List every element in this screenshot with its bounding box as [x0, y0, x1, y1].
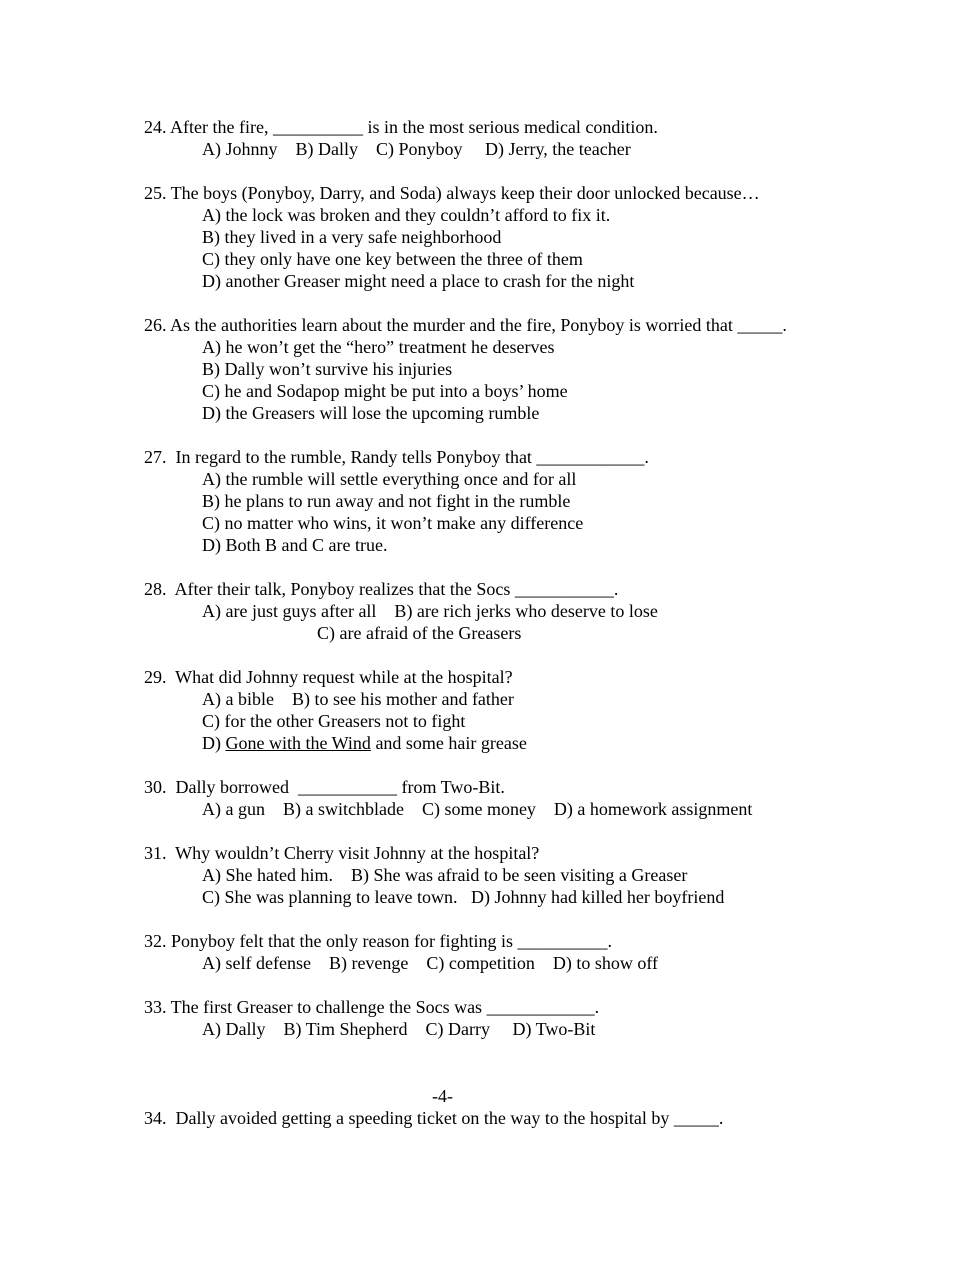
option-d-suffix: and some hair grease	[370, 733, 527, 753]
question-27-option-d: D) Both B and C are true.	[202, 535, 388, 555]
question-31: 31. Why wouldn’t Cherry visit Johnny at the hospital?	[144, 843, 540, 863]
question-27-option-b: B) he plans to run away and not fight in the rumble	[202, 491, 571, 511]
question-26-option-b: B) Dally won’t survive his injuries	[202, 359, 453, 379]
question-26-option-a: A) he won’t get the “hero” treatment he deserves	[202, 337, 555, 357]
question-25-option-b: B) they lived in a very safe neighborhood	[202, 227, 502, 247]
question-27-option-c: C) no matter who wins, it won’t make any difference	[202, 513, 584, 533]
question-26-option-d: D) the Greasers will lose the upcoming rumble	[202, 403, 540, 423]
option-d-prefix: D)	[202, 733, 226, 753]
book-title: Gone with the Wind	[225, 733, 371, 753]
question-33-options: A) Dally B) Tim Shepherd C) Darry D) Two-Bit	[202, 1019, 596, 1039]
question-28-options-ab: A) are just guys after all B) are rich jerks who deserve to lose	[202, 601, 658, 621]
question-34: 34. Dally avoided getting a speeding ticket on the way to the hospital by _____.	[144, 1108, 724, 1128]
question-26: 26. As the authorities learn about the murder and the fire, Ponyboy is worried that _____.	[144, 315, 787, 335]
question-25: 25. The boys (Ponyboy, Darry, and Soda) always keep their door unlocked because…	[144, 183, 760, 203]
question-29: 29. What did Johnny request while at the hospital?	[144, 667, 513, 687]
question-30-options: A) a gun B) a switchblade C) some money D) a homework assignment	[202, 799, 753, 819]
question-31-options-ab: A) She hated him. B) She was afraid to be seen visiting a Greaser	[202, 865, 688, 885]
question-32: 32. Ponyboy felt that the only reason for fighting is __________.	[144, 931, 612, 951]
question-27: 27. In regard to the rumble, Randy tells Ponyboy that ____________.	[144, 447, 649, 467]
question-25-option-a: A) the lock was broken and they couldn’t afford to fix it.	[202, 205, 611, 225]
question-30: 30. Dally borrowed ___________ from Two-Bit.	[144, 777, 505, 797]
question-27-option-a: A) the rumble will settle everything once and for all	[202, 469, 577, 489]
question-25-option-d: D) another Greaser might need a place to crash for the night	[202, 271, 635, 291]
question-31-options-cd: C) She was planning to leave town. D) Johnny had killed her boyfriend	[202, 887, 725, 907]
question-25-option-c: C) they only have one key between the three of them	[202, 249, 583, 269]
question-28: 28. After their talk, Ponyboy realizes that the Socs ___________.	[144, 579, 619, 599]
question-29-options-ab: A) a bible B) to see his mother and father	[202, 689, 514, 709]
question-33: 33. The first Greaser to challenge the Socs was ____________.	[144, 997, 600, 1017]
question-28-option-c: C) are afraid of the Greasers	[317, 623, 522, 643]
question-24: 24. After the fire, __________ is in the most serious medical condition.	[144, 117, 658, 137]
page-number: -4-	[432, 1086, 453, 1106]
question-26-option-c: C) he and Sodapop might be put into a boys’ home	[202, 381, 568, 401]
question-29-option-c: C) for the other Greasers not to fight	[202, 711, 466, 731]
question-29-option-d	[202, 732, 527, 754]
question-32-options: A) self defense B) revenge C) competition D) to show off	[202, 953, 659, 973]
question-24-options: A) Johnny B) Dally C) Ponyboy D) Jerry, the teacher	[202, 139, 631, 159]
